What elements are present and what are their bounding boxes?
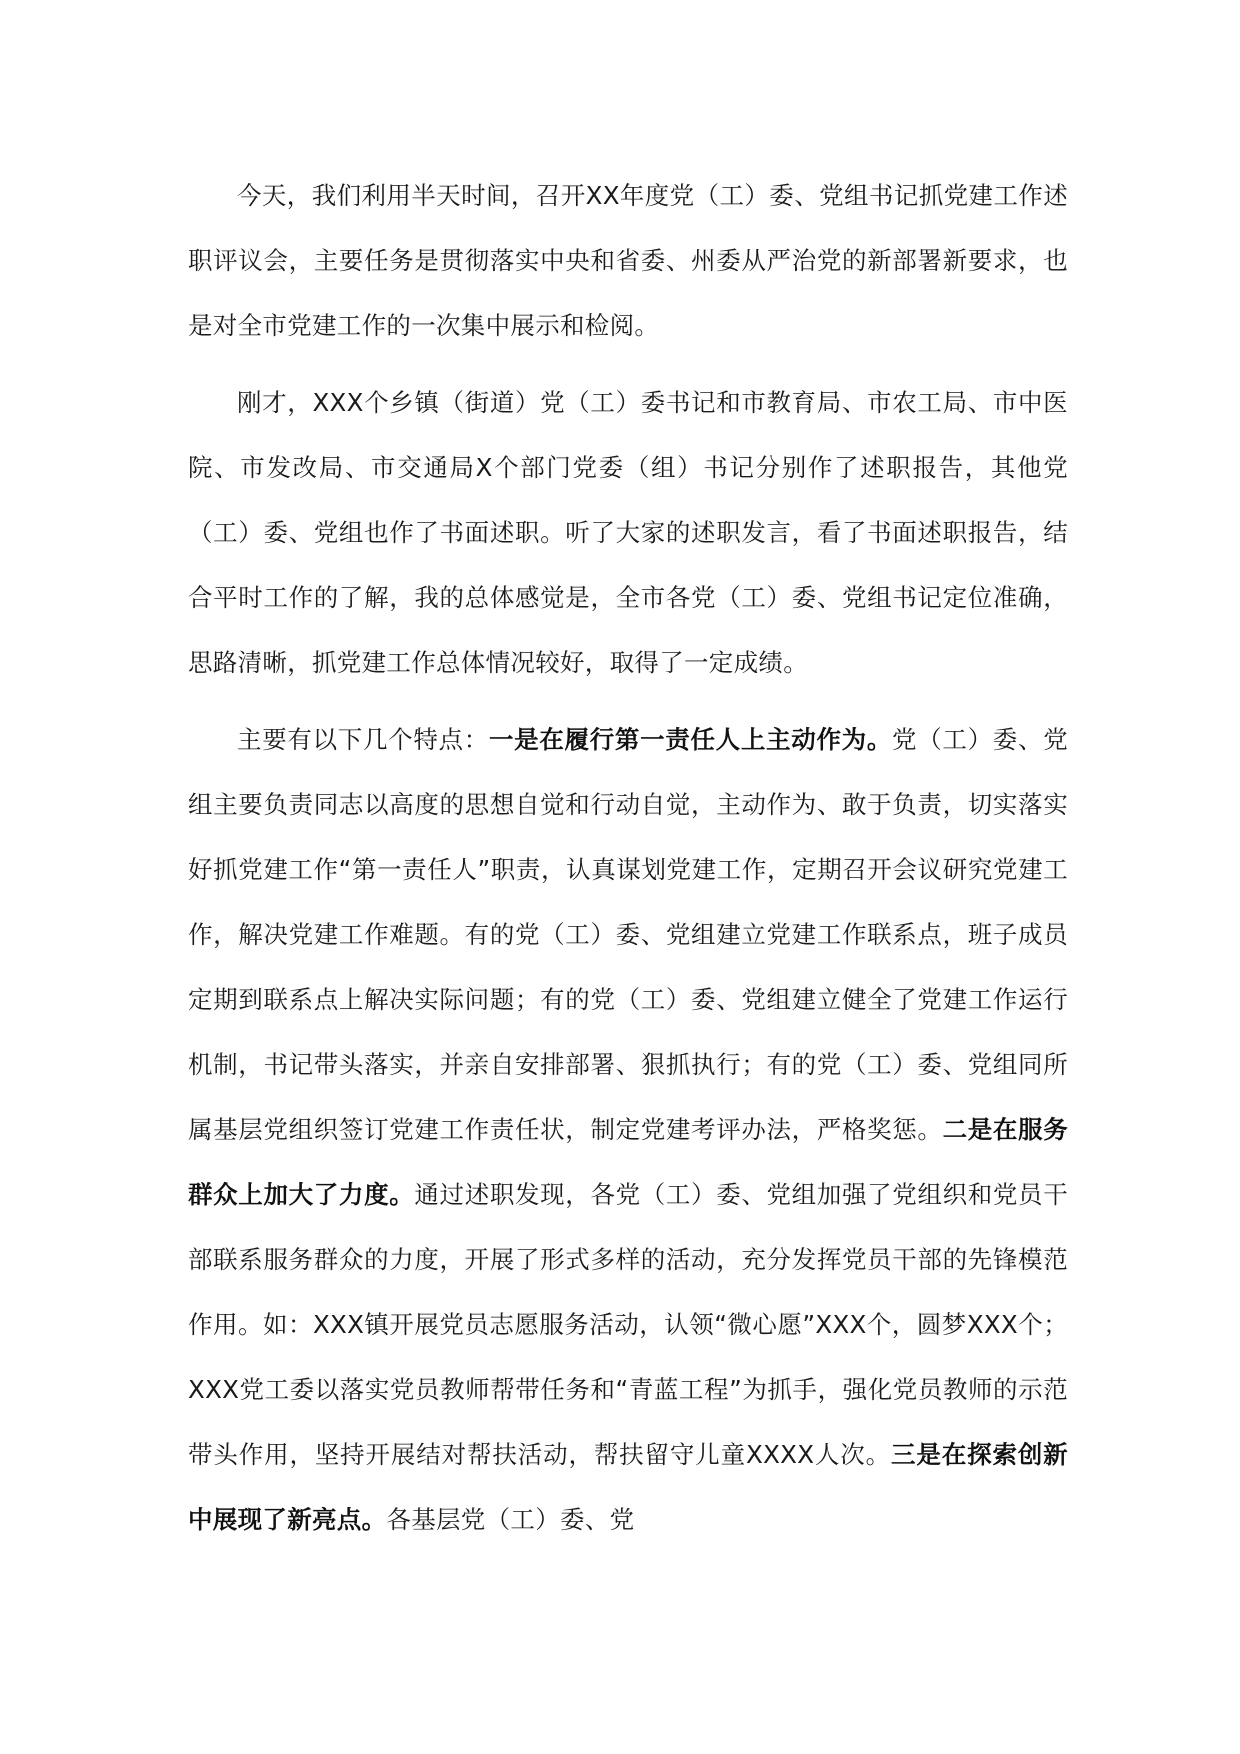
paragraph-overview	[188, 370, 1068, 695]
paragraph-features	[188, 707, 1068, 1552]
paragraph-text: 各基层党（工）委、党	[386, 1505, 635, 1534]
document-page	[188, 163, 1068, 1552]
paragraph-text: 刚才，XXX个乡镇（街道）党（工）委书记和市教育局、市农工局、市中医院、市发改局、市交通局X个部门党委（组）书记分别作了述职报告，其他党（工）委、党组也作了书面述职。听了大家的述职发言，看了书面述职报告，结合平时工作的了解，我的总体感觉是，全市各党（工）委、党组书记定位准确，思路清晰，抓党建工作总体情况较好，取得了一定成绩。	[188, 388, 1068, 677]
bold-heading-second-point: 二是在服务群众上加大了力度。	[188, 1115, 1069, 1209]
paragraph-text: 通过述职发现，各党（工）委、党组加强了党组织和党员干部联系服务群众的力度，开展了形式多样的活动，充分发挥党员干部的先锋模范作用。如：XXX镇开展党员志愿服务活动，认领“微心愿”XXX个，圆梦XXX个；XXX党工委以落实党员教师帮带任务和“青蓝工程”为抓手，强化党员教师的示范带头作用，坚持开展结对帮扶活动，帮扶留守儿童XXXX人次。	[188, 1180, 1069, 1469]
bold-heading-first-point: 一是在履行第一责任人上主动作为。	[488, 725, 893, 754]
paragraph-text: 今天，我们利用半天时间，召开XX年度党（工）委、党组书记抓党建工作述职评议会，主要任务是贯彻落实中央和省委、州委从严治党的新部署新要求，也是对全市党建工作的一次集中展示和检阅。	[188, 181, 1068, 340]
paragraph-text: 党（工）委、党组主要负责同志以高度的思想自觉和行动自觉，主动作为、敢于负责，切实落实好抓党建工作“第一责任人”职责，认真谋划党建工作，定期召开会议研究党建工作，解决党建工作难题。有的党（工）委、党组建立党建工作联系点，班子成员定期到联系点上解决实际问题；有的党（工）委、党组建立健全了党建工作运行机制，书记带头落实，并亲自安排部署、狠抓执行；有的党（工）委、党组同所属基层党组织签订党建工作责任状，制定党建考评办法，严格奖惩。	[188, 725, 1068, 1144]
paragraph-opening	[188, 163, 1068, 358]
bold-heading-third-point: 三是在探索创新中展现了新亮点。	[188, 1440, 1068, 1534]
paragraph-text: 主要有以下几个特点：	[237, 725, 489, 754]
